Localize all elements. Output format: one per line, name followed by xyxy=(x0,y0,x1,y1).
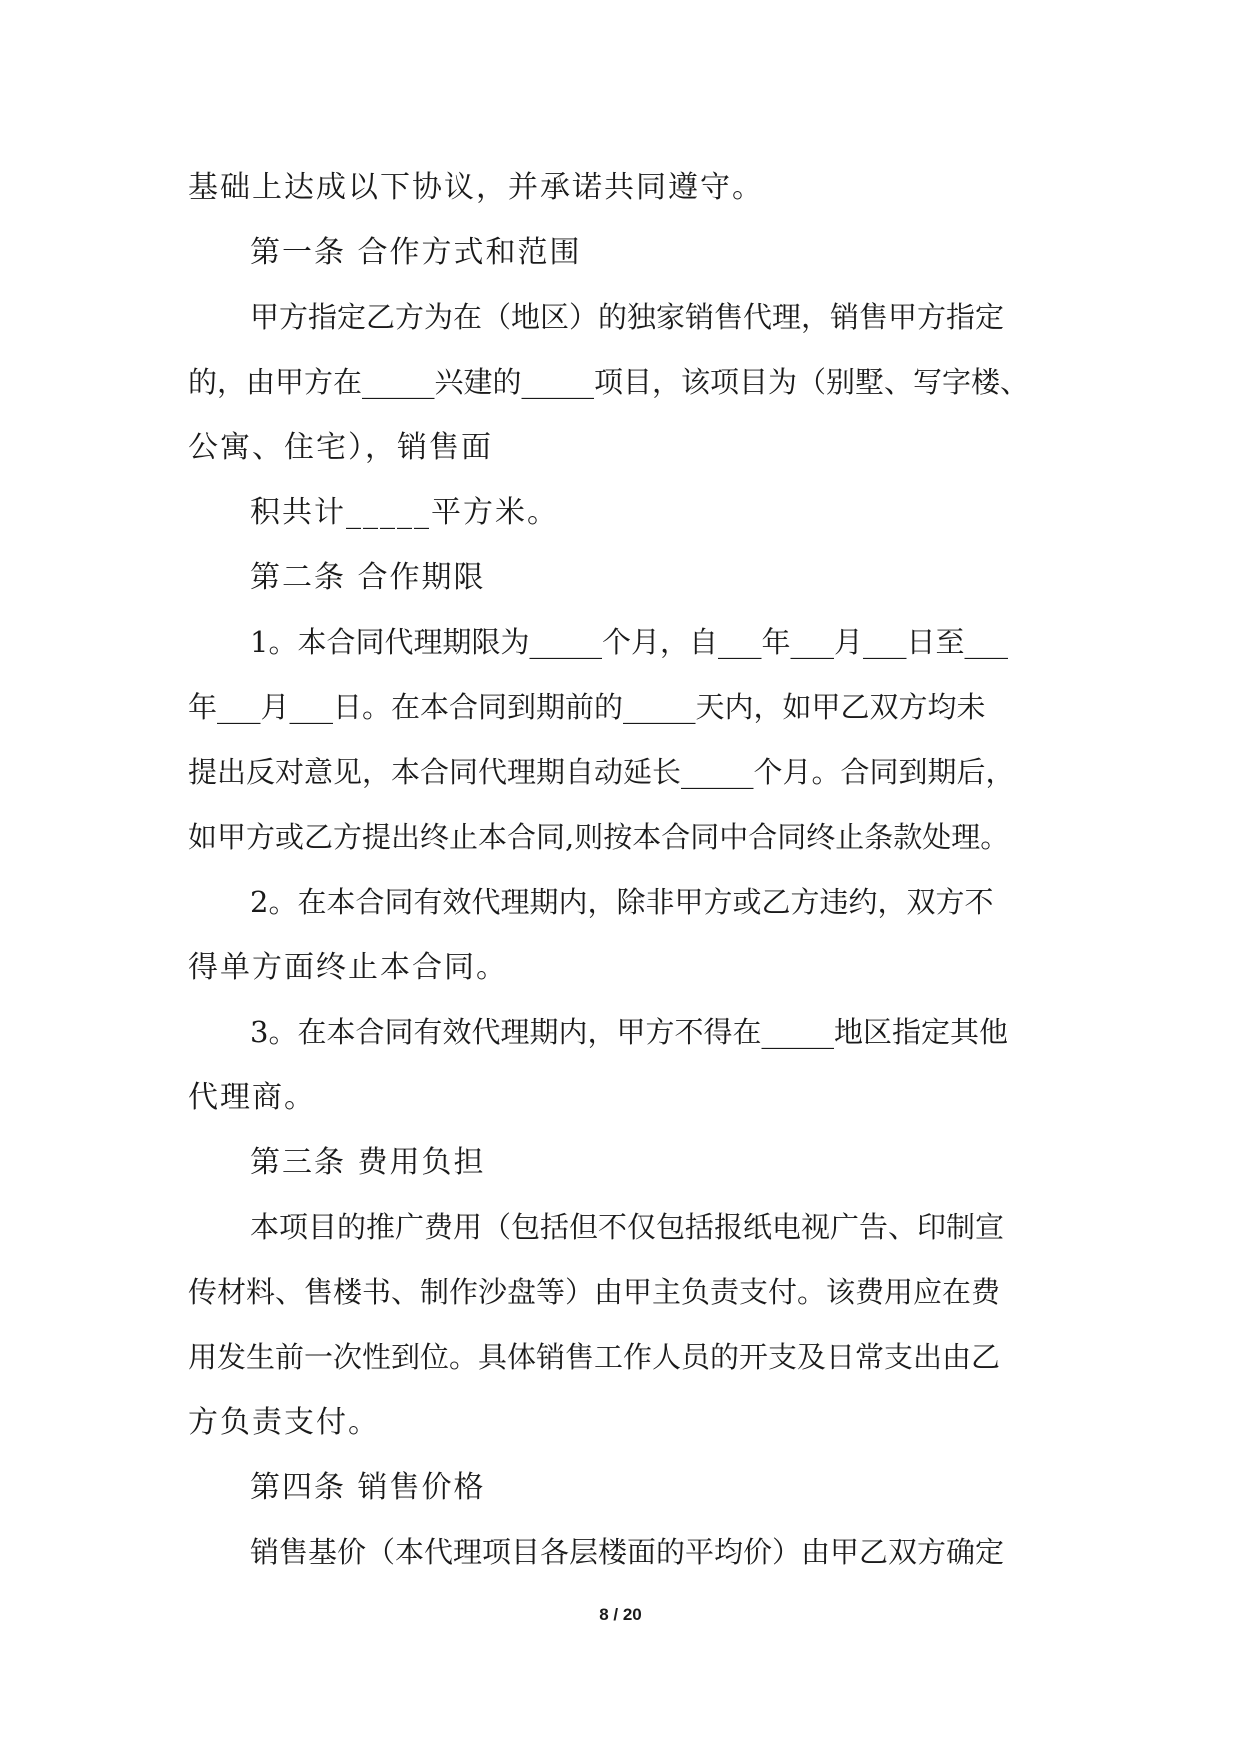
paragraph-line: 公寓、住宅），销售面 xyxy=(188,430,493,465)
section-heading-3: 第三条 费用负担 xyxy=(250,1145,486,1180)
paragraph-line: 的，由甲方在_____兴建的_____项目，该项目为（别墅、写字楼、 xyxy=(188,365,1030,399)
section-heading-1: 第一条 合作方式和范围 xyxy=(250,235,582,270)
paragraph-line: 销售基价（本代理项目各层楼面的平均价）由甲乙双方确定 xyxy=(250,1535,1005,1569)
paragraph-line: 2。在本合同有效代理期内，除非甲方或乙方违约，双方不 xyxy=(250,885,994,919)
page-number: 8 / 20 xyxy=(599,1605,642,1624)
paragraph-line: 年___月___日。在本合同到期前的_____天内，如甲乙双方均未 xyxy=(188,690,986,724)
paragraph-line: 传材料、售楼书、制作沙盘等）由甲主负责支付。该费用应在费 xyxy=(188,1275,1001,1309)
paragraph-line: 本项目的推广费用（包括但不仅包括报纸电视广告、印制宣 xyxy=(250,1210,1005,1244)
paragraph-line: 积共计_____平方米。 xyxy=(250,495,559,530)
paragraph-line: 用发生前一次性到位。具体销售工作人员的开支及日常支出由乙 xyxy=(188,1340,1001,1374)
paragraph-line: 基础上达成以下协议，并承诺共同遵守。 xyxy=(188,170,764,205)
paragraph-line: 得单方面终止本合同。 xyxy=(188,950,508,985)
paragraph-line: 如甲方或乙方提出终止本合同,则按本合同中合同终止条款处理。 xyxy=(188,820,1010,854)
section-heading-2: 第二条 合作期限 xyxy=(250,560,486,595)
paragraph-line: 1。本合同代理期限为_____个月，自___年___月___日至___ xyxy=(250,625,1008,659)
paragraph-line: 代理商。 xyxy=(188,1080,316,1115)
paragraph-line: 提出反对意见，本合同代理期自动延长_____个月。合同到期后， xyxy=(188,755,1015,789)
paragraph-line: 甲方指定乙方为在（地区）的独家销售代理，销售甲方指定 xyxy=(250,300,1005,334)
document-body xyxy=(188,155,1058,1585)
paragraph-line: 方负责支付。 xyxy=(188,1405,380,1440)
paragraph-line: 3。在本合同有效代理期内，甲方不得在_____地区指定其他 xyxy=(250,1015,1008,1049)
section-heading-4: 第四条 销售价格 xyxy=(250,1470,486,1505)
